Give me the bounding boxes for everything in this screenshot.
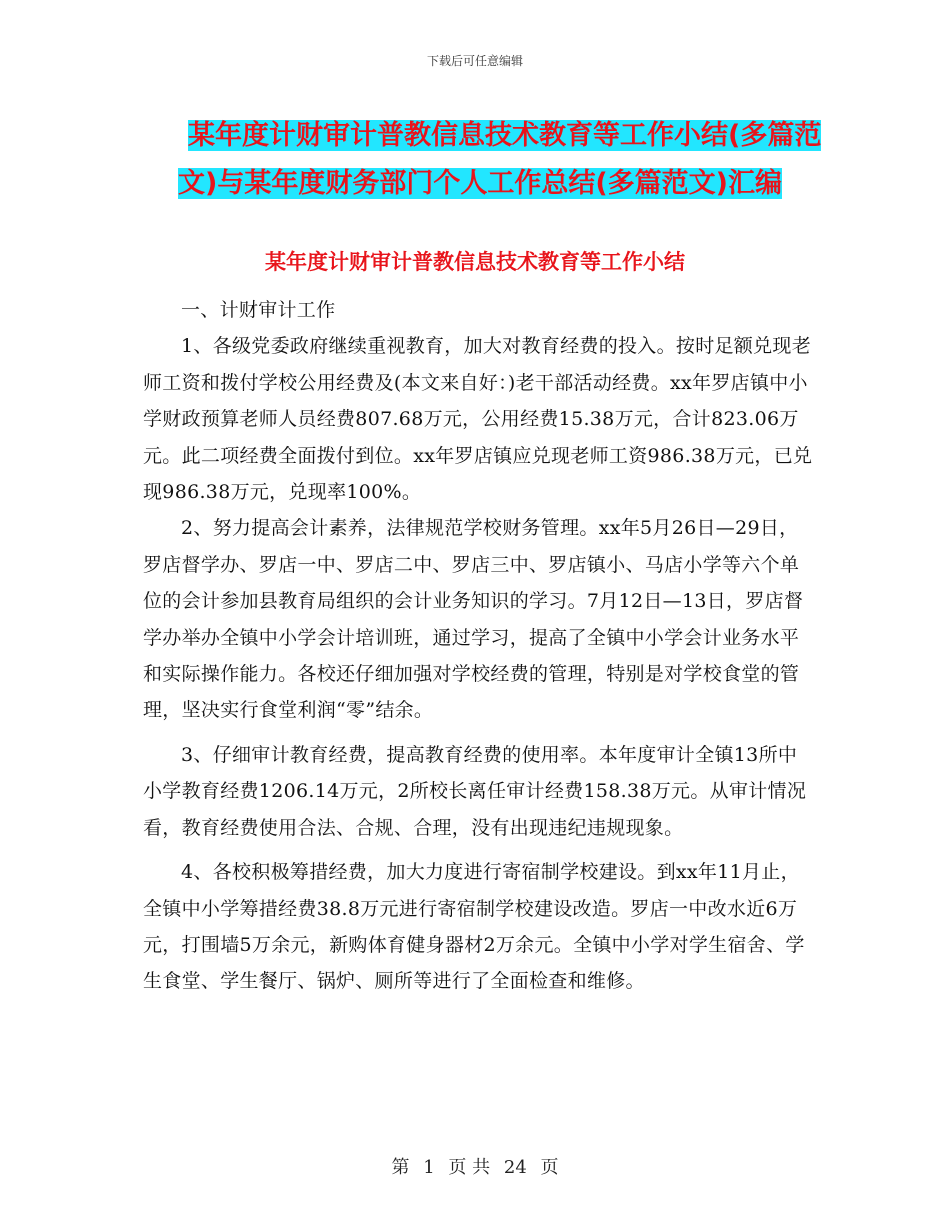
- footer-total-pages: 24: [503, 1157, 527, 1178]
- document-title: [178, 112, 838, 208]
- page-footer: [0, 1153, 950, 1179]
- section-heading: 一、计财审计工作: [181, 299, 336, 321]
- footer-prefix: 第: [391, 1157, 410, 1178]
- page-header: 下载后可任意编辑: [426, 54, 523, 68]
- footer-middle: 页 共: [448, 1157, 491, 1178]
- paragraph: 3、仔细审计教育经费，提高教育经费的使用率。本年度审计全镇13所中小学教育经费1206.14万元，2所校长离任审计经费158.38万元。从审计情况看，教育经费使用合法、合规、合理，没有出现违纪违规现象。: [143, 743, 807, 839]
- title-line-1: 某年度计财审计普教信息技术教育等工作小结(多篇范: [188, 120, 822, 151]
- footer-suffix: 页: [540, 1157, 559, 1178]
- section-title: 某年度计财审计普教信息技术教育等工作小结: [265, 250, 685, 274]
- paragraph: 4、各校积极筹措经费，加大力度进行寄宿制学校建设。到xx年11月止，全镇中小学筹措经费38.8万元进行寄宿制学校建设改造。罗店一中改水近6万元，打围墙5万余元，新购体育健身器材2万余元。全镇中小学对学生宿舍、学生食堂、学生餐厅、锅炉、厕所等进行了全面检查和维修。: [143, 861, 805, 993]
- paragraph: 1、各级党委政府继续重视教育，加大对教育经费的投入。按时足额兑现老师工资和拨付学校公用经费及(本文来自好：)老干部活动经费。xx年罗店镇中小学财政预算老师人员经费807.68万元，公用经费15.38万元，合计823.06万元。此二项经费全面拨付到位。xx年罗店镇应兑现老师工资986.38万元，已兑现986.38万元，兑现率100%。: [143, 335, 813, 504]
- title-line-2: 文)与某年度财务部门个人工作总结(多篇范文)汇编: [178, 168, 783, 199]
- footer-page-number: 1: [423, 1157, 435, 1178]
- paragraph: 2、努力提高会计素养，法律规范学校财务管理。xx年5月26日—29日，罗店督学办、罗店一中、罗店二中、罗店三中、罗店镇小、马店小学等六个单位的会计参加县教育局组织的会计业务知识的学习。7月12日—13日，罗店督学办举办全镇中小学会计培训班，通过学习，提高了全镇中小学会计业务水平和实际操作能力。各校还仔细加强对学校经费的管理，特别是对学校食堂的管理，坚决实行食堂利润“零”结余。: [143, 517, 804, 722]
- document-body: [143, 292, 813, 1000]
